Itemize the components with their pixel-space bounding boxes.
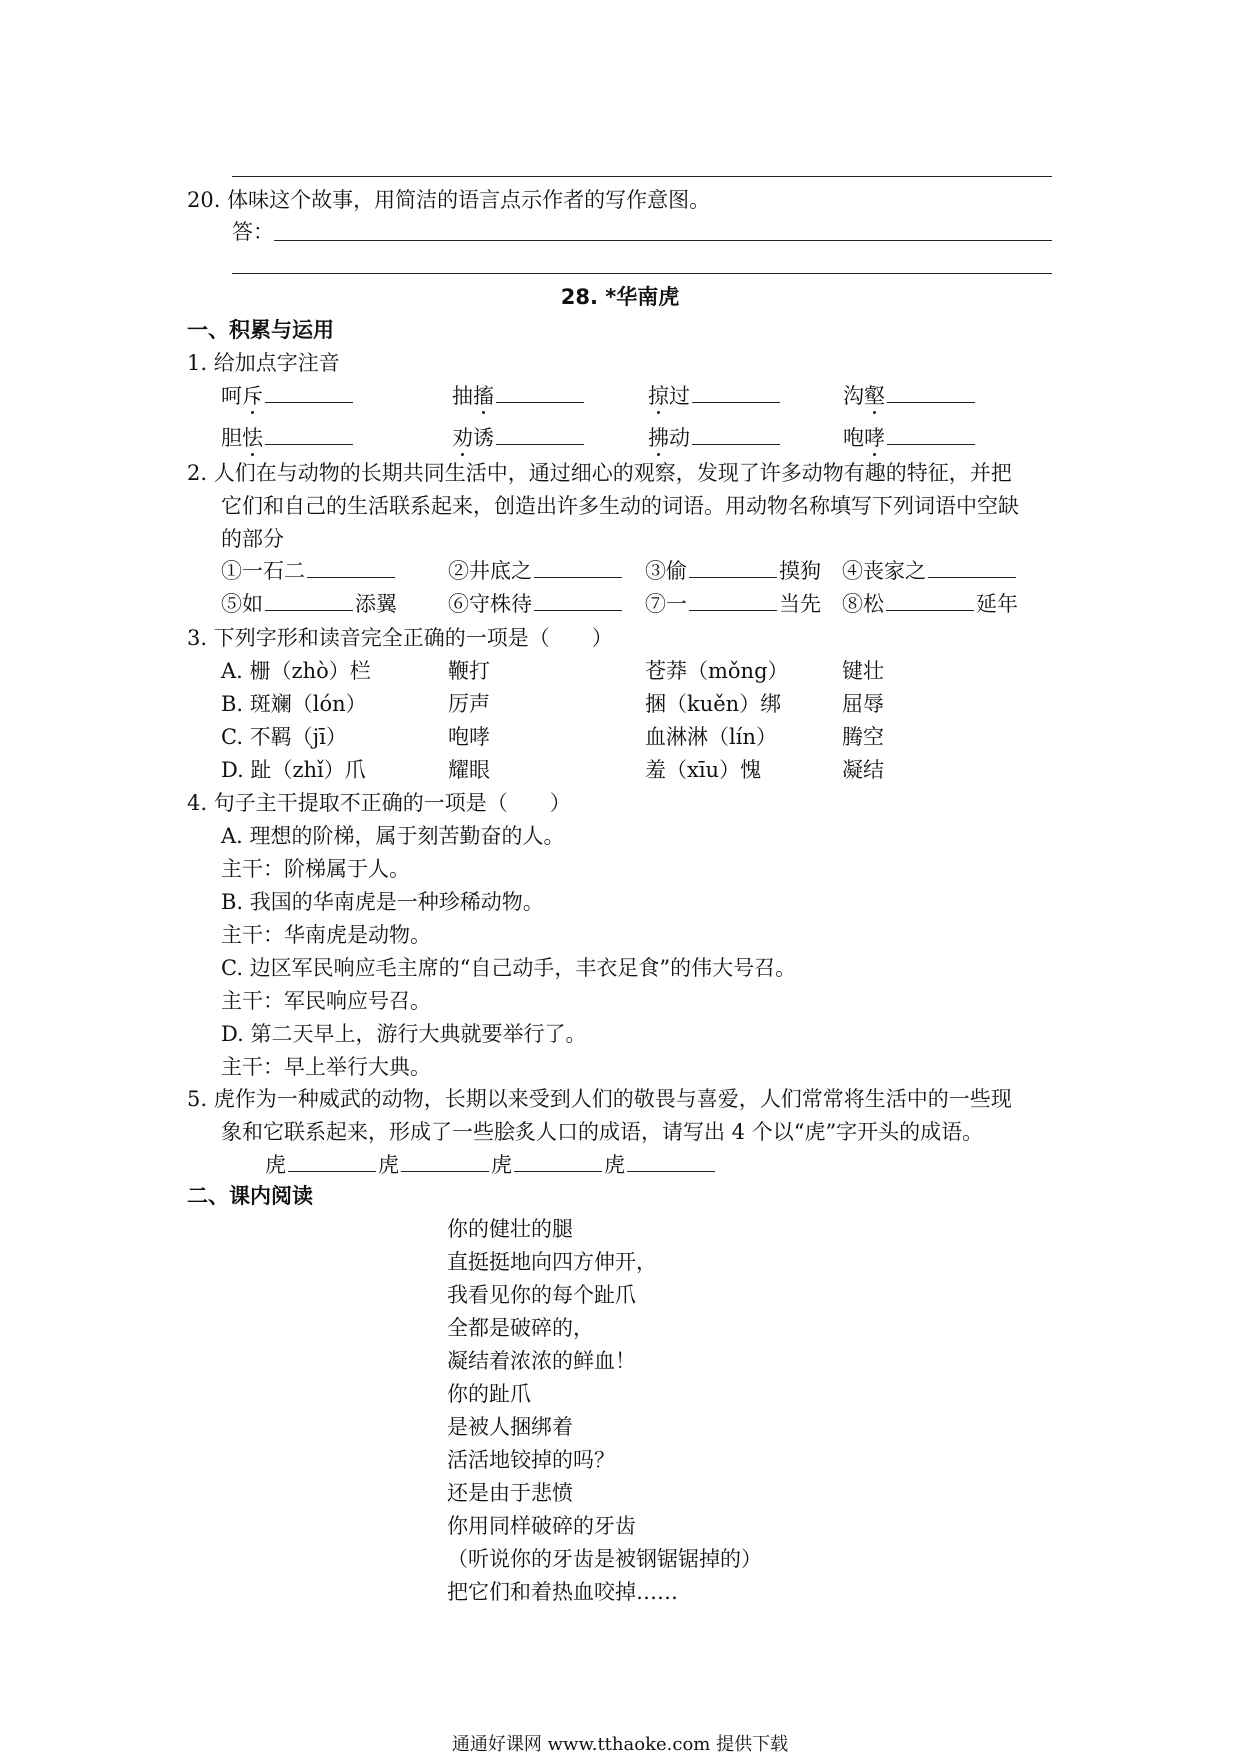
- pinyin-item: [221, 382, 355, 410]
- poem-line: 凝结着浓浓的鲜血！: [447, 1349, 636, 1373]
- answer-text: 主干：阶梯属于人。: [221, 857, 410, 881]
- idiom-text: ⑦一: [645, 592, 687, 616]
- blank[interactable]: [928, 557, 1016, 578]
- idiom-text: ⑤如: [221, 592, 263, 616]
- char: 动: [669, 426, 690, 450]
- pinyin-item: [648, 424, 782, 452]
- idiom-item: [221, 590, 397, 618]
- idiom-text: ④丧家之: [842, 559, 926, 583]
- idiom-item: [221, 557, 397, 585]
- blank[interactable]: [534, 590, 622, 611]
- pinyin-item: [648, 382, 782, 410]
- question-2-line1: 2. 人们在与动物的长期共同生活中，通过细心的观察，发现了许多动物有趣的特征，并把: [187, 461, 1012, 485]
- idiom-text: 添翼: [355, 592, 397, 616]
- blank[interactable]: [692, 382, 780, 403]
- choice-option: C. 不羁（jī）: [221, 725, 347, 749]
- question-3: 3. 下列字形和读音完全正确的一项是（ ）: [187, 626, 613, 650]
- choice-word: 屈辱: [842, 692, 884, 716]
- blank[interactable]: [887, 424, 975, 445]
- choice-word: 羞（xīu）愧: [645, 758, 762, 782]
- idiom-blanks: [265, 1151, 717, 1179]
- answer-line: [232, 176, 1052, 177]
- blank[interactable]: [496, 424, 584, 445]
- blank[interactable]: [689, 590, 777, 611]
- question-2-line2: 它们和自己的生活联系起来，创造出许多生动的词语。用动物名称填写下列词语中空缺: [221, 494, 1019, 518]
- choice-word: 捆（kuěn）绑: [645, 692, 782, 716]
- poem-line: 直挺挺地向四方伸开，: [447, 1250, 657, 1274]
- idiom-text: 摸狗: [779, 559, 821, 583]
- blank[interactable]: [886, 590, 974, 611]
- char: 咆: [843, 426, 864, 450]
- section-heading: 一、积累与运用: [187, 318, 334, 342]
- idiom-item: [645, 590, 821, 618]
- choice-option: A. 栅（zhò）栏: [221, 659, 371, 683]
- answer-label: 答：: [232, 220, 274, 244]
- char: 诱: [473, 426, 494, 450]
- choice-word: 凝结: [842, 758, 884, 782]
- blank[interactable]: [887, 382, 975, 403]
- section-heading: 二、课内阅读: [187, 1184, 313, 1208]
- answer-text: 主干：早上举行大典。: [221, 1055, 431, 1079]
- dotted-char: 拂: [648, 426, 669, 450]
- idiom-text: 延年: [976, 592, 1018, 616]
- choice-option: C. 边区军民响应毛主席的“自己动手，丰衣足食”的伟大号召。: [221, 956, 797, 980]
- blank[interactable]: [496, 382, 584, 403]
- idiom-item: [842, 557, 1018, 585]
- idiom-item: [448, 590, 624, 618]
- idiom-item: [448, 557, 624, 585]
- choice-option: B. 斑斓（lón）: [221, 692, 367, 716]
- question-5-line1: 5. 虎作为一种威武的动物，长期以来受到人们的敬畏与喜爱，人们常常将生活中的一些现: [187, 1087, 1012, 1111]
- dotted-char: 劝: [452, 426, 473, 450]
- poem-line: 活活地铰掉的吗？: [447, 1448, 615, 1472]
- lesson-title: 28. *华南虎: [560, 285, 680, 309]
- blank[interactable]: [288, 1151, 376, 1172]
- blank[interactable]: [627, 1151, 715, 1172]
- idiom-item: [842, 590, 1018, 618]
- idiom-text: ②井底之: [448, 559, 532, 583]
- char: 沟: [843, 384, 864, 408]
- char: 抽: [452, 384, 473, 408]
- idiom-text: ③偷: [645, 559, 687, 583]
- question-20: [187, 186, 710, 214]
- choice-word: 血淋淋（lín）: [645, 725, 777, 749]
- poem-line: 全都是破碎的，: [447, 1316, 594, 1340]
- question-number: 20.: [187, 188, 221, 212]
- dotted-char: 掠: [648, 384, 669, 408]
- choice-option: B. 我国的华南虎是一种珍稀动物。: [221, 890, 544, 914]
- blank-prefix: 虎: [604, 1153, 625, 1177]
- answer-line: [232, 273, 1052, 274]
- footer: 通通好课网 www.tthaoke.com 提供下载: [451, 1734, 789, 1755]
- idiom-item: [645, 557, 821, 585]
- dotted-char: 怯: [242, 426, 263, 450]
- pinyin-item: [843, 424, 977, 452]
- poem-line: （听说你的牙齿是被钢锯锯掉的）: [447, 1547, 762, 1571]
- blank[interactable]: [689, 557, 777, 578]
- choice-word: 键壮: [842, 659, 884, 683]
- choice-option: D. 趾（zhǐ）爪: [221, 758, 366, 782]
- poem-line: 把它们和着热血咬掉……: [447, 1580, 678, 1604]
- blank[interactable]: [514, 1151, 602, 1172]
- question-4: 4. 句子主干提取不正确的一项是（ ）: [187, 791, 571, 815]
- pinyin-item: [843, 382, 977, 410]
- idiom-text: ⑥守株待: [448, 592, 532, 616]
- choice-word: 耀眼: [448, 758, 490, 782]
- blank[interactable]: [401, 1151, 489, 1172]
- dotted-char: 搐: [473, 384, 494, 408]
- blank[interactable]: [265, 382, 353, 403]
- question-text: 体味这个故事，用简洁的语言点示作者的写作意图。: [227, 188, 711, 212]
- question-1: 1. 给加点字注音: [187, 351, 340, 375]
- answer-text: 主干：华南虎是动物。: [221, 923, 431, 947]
- idiom-text: ⑧松: [842, 592, 884, 616]
- char: 呵: [221, 384, 242, 408]
- char: 过: [669, 384, 690, 408]
- blank[interactable]: [692, 424, 780, 445]
- poem-line: 你的健壮的腿: [447, 1217, 573, 1241]
- blank-prefix: 虎: [491, 1153, 512, 1177]
- dotted-char: 斥: [242, 384, 263, 408]
- blank-prefix: 虎: [378, 1153, 399, 1177]
- pinyin-item: [221, 424, 355, 452]
- choice-word: 咆哮: [448, 725, 490, 749]
- choice-word: 鞭打: [448, 659, 490, 683]
- poem-line: 还是由于悲愤: [447, 1481, 573, 1505]
- blank-prefix: 虎: [265, 1153, 286, 1177]
- dotted-char: 壑: [864, 384, 885, 408]
- choice-word: 厉声: [448, 692, 490, 716]
- answer-text: 主干：军民响应号召。: [221, 989, 431, 1013]
- poem-line: 你的趾爪: [447, 1382, 531, 1406]
- poem-line: 我看见你的每个趾爪: [447, 1283, 636, 1307]
- blank[interactable]: [265, 590, 353, 611]
- blank[interactable]: [534, 557, 622, 578]
- choice-option: A. 理想的阶梯，属于刻苦勤奋的人。: [221, 824, 565, 848]
- choice-word: 苍莽（mǒng）: [645, 659, 789, 683]
- pinyin-item: [452, 424, 586, 452]
- choice-option: D. 第二天早上，游行大典就要举行了。: [221, 1022, 587, 1046]
- poem-line: 是被人捆绑着: [447, 1415, 573, 1439]
- blank[interactable]: [265, 424, 353, 445]
- char: 胆: [221, 426, 242, 450]
- choice-word: 腾空: [842, 725, 884, 749]
- dotted-char: 哮: [864, 426, 885, 450]
- pinyin-item: [452, 382, 586, 410]
- question-5-line2: 象和它联系起来，形成了一些脍炙人口的成语，请写出 4 个以“虎”字开头的成语。: [221, 1120, 984, 1144]
- answer-line: [274, 240, 1052, 241]
- idiom-text: ①一石二: [221, 559, 305, 583]
- idiom-text: 当先: [779, 592, 821, 616]
- question-2-line3: 的部分: [221, 527, 284, 551]
- blank[interactable]: [307, 557, 395, 578]
- poem-line: 你用同样破碎的牙齿: [447, 1514, 636, 1538]
